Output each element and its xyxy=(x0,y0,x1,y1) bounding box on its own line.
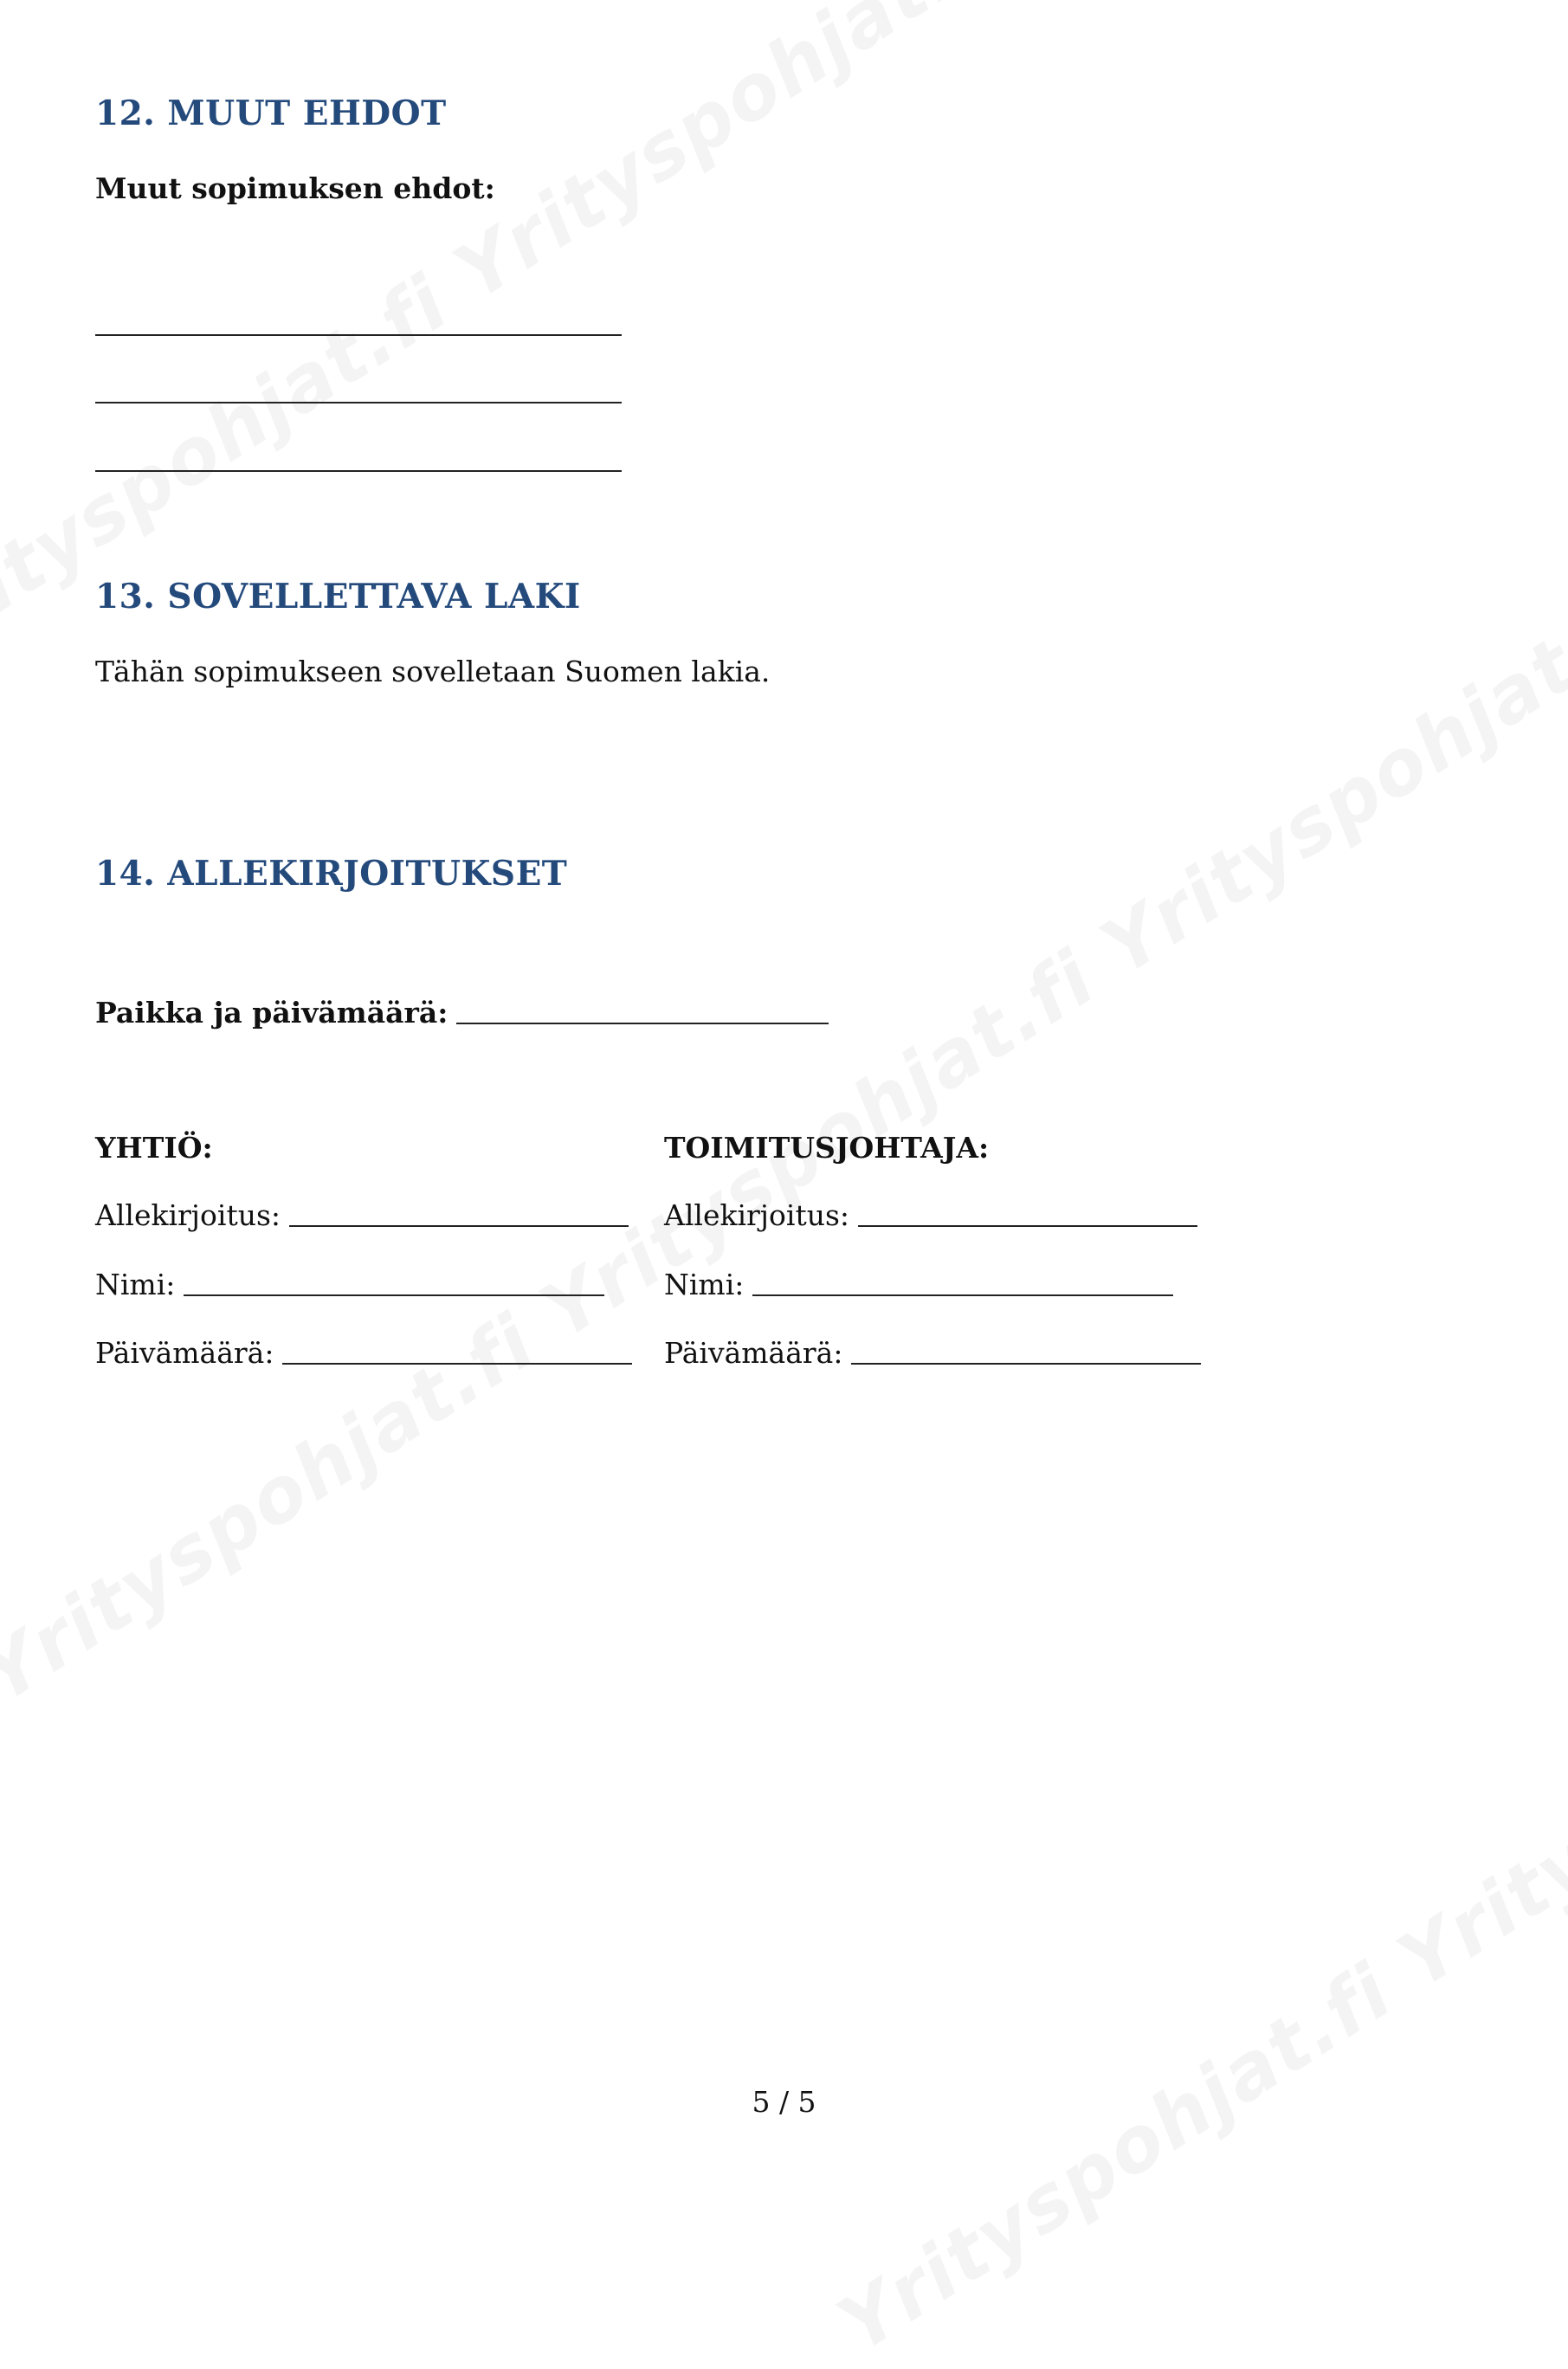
company-date-line[interactable] xyxy=(282,1363,632,1365)
company-name-field xyxy=(95,1268,604,1301)
ceo-name-line[interactable] xyxy=(752,1294,1173,1296)
place-date-line[interactable] xyxy=(456,1023,829,1024)
watermark xyxy=(823,1218,1568,2369)
company-signature-line[interactable] xyxy=(289,1225,629,1227)
place-date-field xyxy=(95,996,829,1030)
place-date-label: Paikka ja päivämäärä: xyxy=(95,996,448,1030)
ceo-date-field xyxy=(664,1336,1201,1370)
ceo-signature-field xyxy=(664,1198,1197,1232)
company-name-label: Nimi: xyxy=(95,1268,176,1301)
ceo-name-label: Nimi: xyxy=(664,1268,745,1301)
other-terms-line-3[interactable] xyxy=(95,470,622,472)
other-terms-line-1[interactable] xyxy=(95,334,622,336)
other-terms-line-2[interactable] xyxy=(95,402,622,403)
ceo-title: TOIMITUSJOHTAJA: xyxy=(664,1131,990,1165)
section-12-heading: 12. MUUT EHDOT xyxy=(95,94,447,133)
section-14-heading: 14. ALLEKIRJOITUKSET xyxy=(95,854,568,894)
section-13-heading: 13. SOVELLETTAVA LAKI xyxy=(95,577,581,616)
page-number: 5 / 5 xyxy=(752,2085,816,2119)
ceo-name-field xyxy=(664,1268,1173,1301)
company-signature-field xyxy=(95,1198,629,1232)
company-signature-label: Allekirjoitus: xyxy=(95,1198,281,1232)
company-name-line[interactable] xyxy=(184,1294,604,1296)
ceo-date-label: Päivämäärä: xyxy=(664,1336,843,1370)
company-date-label: Päivämäärä: xyxy=(95,1336,274,1370)
other-terms-label: Muut sopimuksen ehdot: xyxy=(95,171,495,205)
company-title: YHTIÖ: xyxy=(95,1131,213,1165)
governing-law-text: Tähän sopimukseen sovelletaan Suomen lakia. xyxy=(95,655,771,688)
company-date-field xyxy=(95,1336,632,1370)
ceo-signature-line[interactable] xyxy=(858,1225,1197,1227)
ceo-signature-label: Allekirjoitus: xyxy=(664,1198,850,1232)
ceo-date-line[interactable] xyxy=(851,1363,1201,1365)
